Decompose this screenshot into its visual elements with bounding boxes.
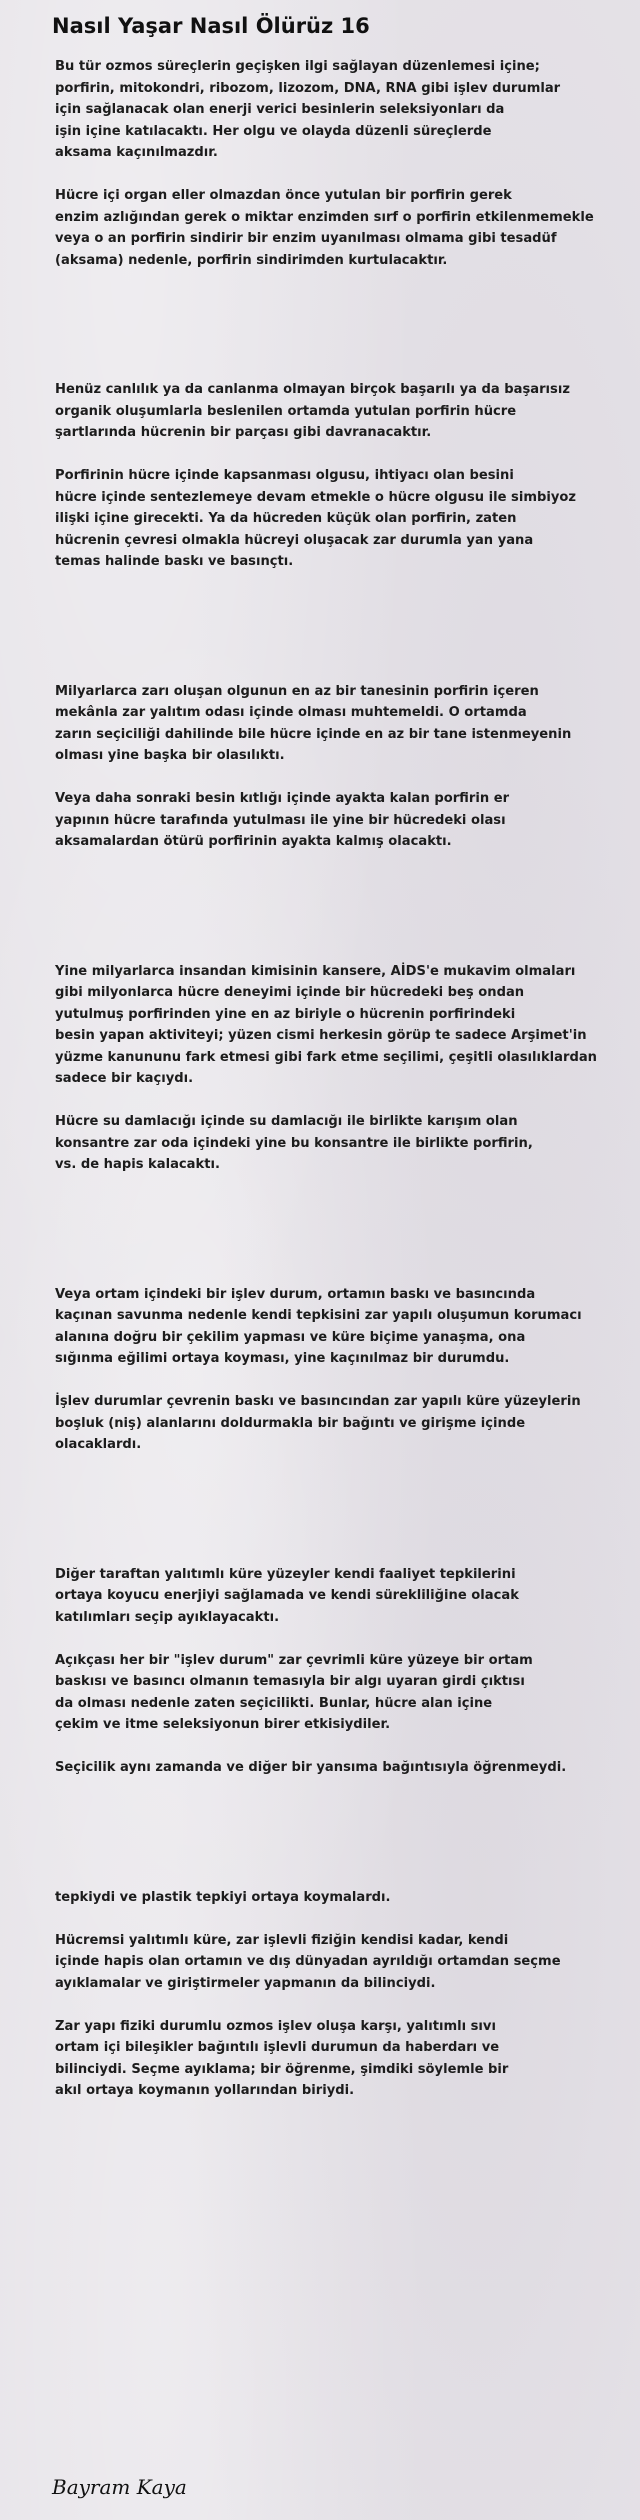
poem-author: Bayram Kaya [52, 2475, 187, 2499]
section-gap [55, 1176, 615, 1284]
poem-line: ayıklamalar ve giriştirmeler yapmanın da bilinciydi. [55, 1975, 436, 1991]
poem-line: olacaklardı. [55, 1437, 142, 1452]
poem-line: Seçicilik aynı zamanda ve diğer bir yansıma bağıntısıyla öğrenmeydi. [55, 1760, 567, 1775]
poem-line: akıl ortaya koymanın yollarından biriydi. [55, 2083, 355, 2098]
poem-line: Henüz canlılık ya da canlanma olmayan birçok başarılı ya da başarısız [55, 382, 570, 397]
stanza-gap [55, 1908, 615, 1930]
poem-line: içinde hapis olan ortamın ve dış dünyadan ayrıldığı ortamdan seçme [55, 1954, 561, 1969]
poem-line: (aksama) nedenle, porfirin sindirimden kurtulacaktır. [55, 252, 448, 268]
poem-line: tepkiydi ve plastik tepkiyi ortaya koymalardı. [55, 1889, 391, 1905]
poem-line: baskısı ve basıncı olmanın temasıyla bir algı uyaran girdi çıktısı [55, 1674, 525, 1689]
poem-line: Milyarlarca zarı oluşan olgunun en az bir tanesinin porfirin içeren [55, 683, 539, 699]
poem-line: Veya daha sonraki besin kıtlığı içinde ayakta kalan porfirin er [55, 791, 510, 806]
poem-line: hücre içinde sentezlemeye devam etmekle o hücre olgusu ile simbiyoz [55, 489, 576, 505]
poem-line: boşluk (niş) alanlarını doldurmakla bir bağıntı ve girişme içinde [55, 1415, 526, 1431]
poem-line: alanına doğru bir çekilim yapması ve küre biçime yanaşma, ona [55, 1329, 526, 1345]
poem-line: yüzme kanununu fark etmesi gibi fark etme seçilimi, çeşitli olasılıklardan [55, 1049, 597, 1065]
stanza-gap [55, 1736, 615, 1758]
poem-line: katılımları seçip ayıklayacaktı. [55, 1609, 280, 1625]
poem-line: Porfirinin hücre içinde kapsanması olgusu, ihtiyacı olan besini [55, 468, 514, 483]
poem-line: Hücre su damlacığı içinde su damlacığı ile birlikte karışım olan [55, 1114, 518, 1129]
poem-line: kaçınan savunma nedenle kendi tepkisini zar yapılı oluşumun korumacı [55, 1308, 582, 1323]
poem-line: ortaya koyucu enerjiyi sağlamada ve kendi sürekliliğine olacak [55, 1588, 519, 1603]
poem-line: temas halinde baskı ve basınçtı. [55, 554, 294, 569]
poem-line: vs. de hapis kalacaktı. [55, 1157, 220, 1172]
poem-line: Veya ortam içindeki bir işlev durum, ortamın baskı ve basıncında [55, 1286, 536, 1302]
poem-line: konsantre zar oda içindeki yine bu konsantre ile birlikte porfirin, [55, 1135, 533, 1151]
stanza-gap [55, 164, 615, 186]
poem-line: şartlarında hücrenin bir parçası gibi davranacaktır. [55, 425, 432, 440]
poem-line: sadece bir kaçıydı. [55, 1071, 194, 1086]
poem-line: porfirin, mitokondri, ribozom, lizozom, DNA, RNA gibi işlev durumlar [55, 80, 561, 96]
poem-line: gibi milyonlarca hücre deneyimi içinde bir hücredeki beş ondan [55, 985, 525, 1000]
poem-body [55, 56, 615, 2102]
poem-line: Açıkçası her bir "işlev durum" zar çevrimli küre yüzeye bir ortam [55, 1652, 533, 1668]
poem-line: organik oluşumlarla beslenilen ortamda yutulan porfirin hücre [55, 403, 517, 419]
stanza-gap [55, 1370, 615, 1392]
stanza-gap [55, 1628, 615, 1650]
poem-line: İşlev durumlar çevrenin baskı ve basıncından zar yapılı küre yüzeylerin [55, 1394, 581, 1409]
poem-line: sığınma eğilimi ortaya koyması, yine kaçınılmaz bir durumdu. [55, 1351, 510, 1366]
section-gap [55, 853, 615, 961]
poem-line: da olması nedenle zaten seçicilikti. Bunlar, hücre alan içine [55, 1695, 493, 1711]
stanza-gap [55, 1090, 615, 1112]
poem-line: enzim azlığından gerek o miktar enzimden sırf o porfirin etkilenmemekle [55, 209, 594, 225]
poem-line: Diğer taraftan yalıtımlı küre yüzeyler kendi faaliyet tepkilerini [55, 1566, 516, 1582]
poem-line: çekim ve itme seleksiyonun birer etkisiydiler. [55, 1717, 391, 1732]
poem-line: hücrenin çevresi olmakla hücreyi oluşacak zar durumla yan yana [55, 532, 534, 548]
poem-line: veya o an porfirin sindirir bir enzim uyanılması olmama gibi tesadüf [55, 231, 557, 246]
section-gap [55, 1779, 615, 1887]
poem-line: besin yapan aktiviteyi; yüzen cismi herkesin görüp te sadece Arşimet'in [55, 1028, 587, 1043]
poem-line: ortam içi bileşikler bağıntılı işlevli durumun da haberdarı ve [55, 2040, 500, 2055]
poem-line: için sağlanacak olan enerji verici besinlerin seleksiyonları da [55, 102, 505, 117]
poem-line: yutulmuş porfirinden yine en az biriyle o hücrenin porfirindeki [55, 1006, 516, 1022]
section-gap [55, 271, 615, 379]
poem-title: Nasıl Yaşar Nasıl Ölürüz 16 [52, 14, 370, 38]
poem-line: Zar yapı fiziki durumlu ozmos işlev oluşa karşı, yalıtımlı sıvı [55, 2018, 496, 2034]
poem-line: olması yine başka bir olasılıktı. [55, 748, 285, 763]
section-gap [55, 1456, 615, 1564]
poem-line: Hücre içi organ eller olmazdan önce yutulan bir porfirin gerek [55, 188, 512, 203]
poem-line: işin içine katılacaktı. Her olgu ve olayda düzenli süreçlerde [55, 123, 492, 139]
poem-line: mekânla zar yalıtım odası içinde olması muhtemeldi. O ortamda [55, 705, 527, 720]
poem-line: bilinciydi. Seçme ayıklama; bir öğrenme, şimdiki söylemle bir [55, 2061, 509, 2077]
stanza-gap [55, 767, 615, 789]
poem-line: Hücremsi yalıtımlı küre, zar işlevli fiziğin kendisi kadar, kendi [55, 1932, 509, 1948]
stanza-gap [55, 1994, 615, 2016]
section-gap [55, 573, 615, 681]
poem-line: zarın seçiciliği dahilinde bile hücre içinde en az bir tane istenmeyenin [55, 726, 572, 742]
poem-line: ilişki içine girecekti. Ya da hücreden küçük olan porfirin, zaten [55, 511, 517, 526]
poem-line: Yine milyarlarca insandan kimisinin kansere, AİDS'e mukavim olmaları [55, 963, 576, 979]
poem-line: yapının hücre tarafında yutulması ile yine bir hücredeki olası [55, 812, 506, 828]
poem-line: aksamalardan ötürü porfirinin ayakta kalmış olacaktı. [55, 834, 452, 849]
stanza-gap [55, 444, 615, 466]
poem-line: aksama kaçınılmazdır. [55, 145, 218, 160]
poem-line: Bu tür ozmos süreçlerin geçişken ilgi sağlayan düzenlemesi içine; [55, 59, 540, 74]
